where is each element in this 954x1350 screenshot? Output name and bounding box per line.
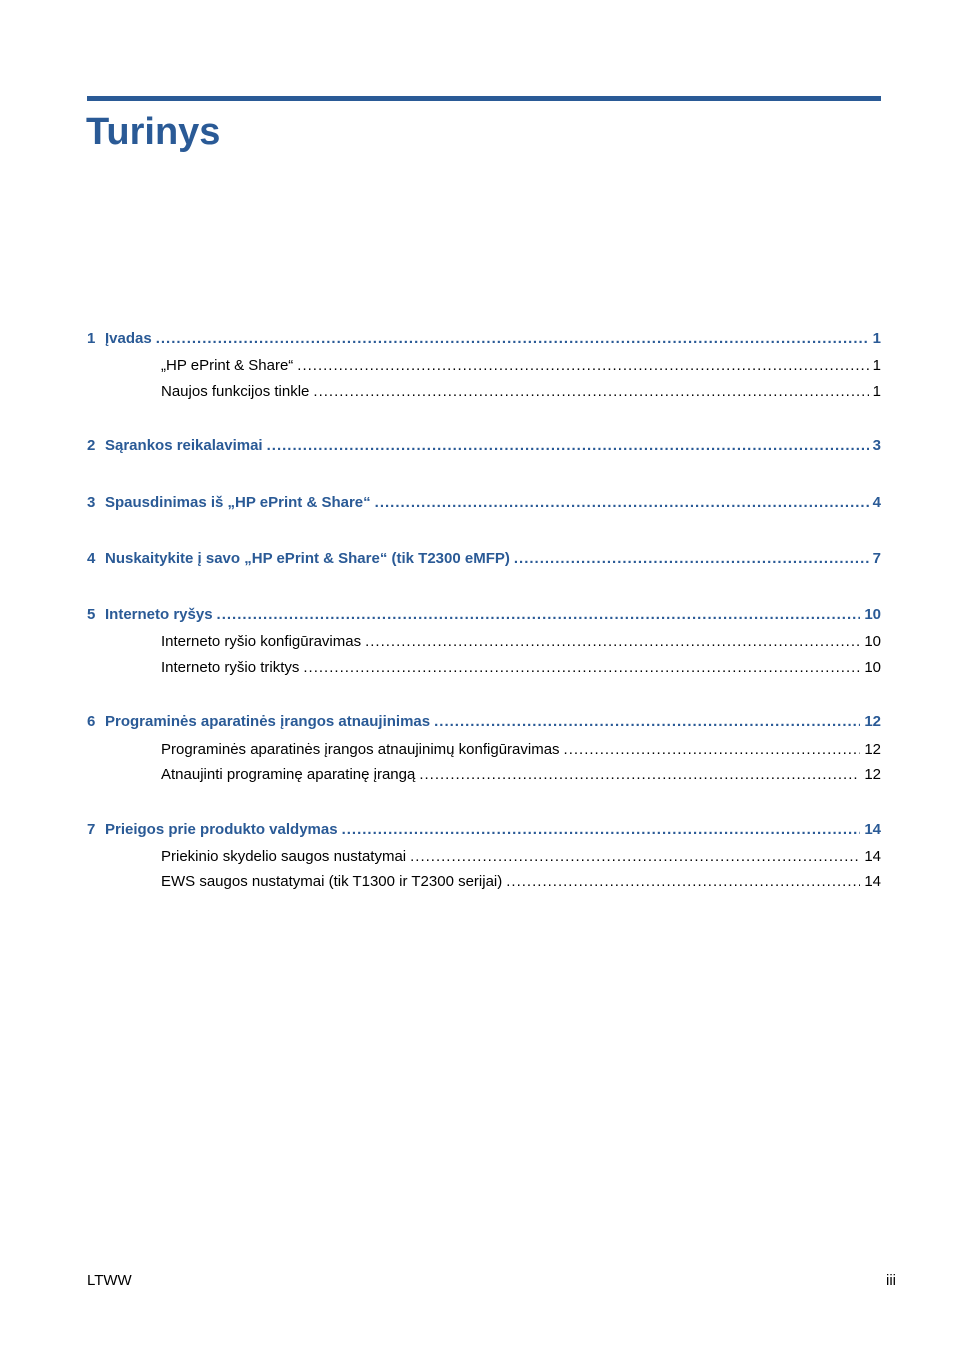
chapter-number: 4 [87, 550, 96, 567]
dot-leader [514, 549, 869, 569]
dot-leader [342, 820, 861, 840]
toc-entry-label: Programinės aparatinės įrangos atnaujinimų konfigūravimas [161, 741, 560, 758]
toc-entry-label: Interneto ryšio konfigūravimas [161, 633, 362, 650]
toc-entry-label: Įvadas [105, 330, 152, 347]
toc-section-link[interactable] [161, 765, 881, 785]
toc-entry-label: Interneto ryšys [105, 606, 213, 623]
toc-page-number: 14 [864, 848, 881, 865]
toc-page-number: 12 [864, 741, 881, 758]
toc-entry-label: Atnaujinti programinę aparatinę įrangą [161, 766, 416, 783]
toc-section-link[interactable] [161, 740, 881, 760]
toc-chapter-link[interactable] [87, 549, 881, 569]
dot-leader [365, 632, 860, 652]
toc-page-number: 12 [864, 766, 881, 783]
dot-leader [303, 658, 860, 678]
toc-page-number: 1 [872, 357, 881, 374]
chapter-number: 7 [87, 821, 96, 838]
toc-entry-label: Prieigos prie produkto valdymas [105, 821, 338, 838]
dot-leader [410, 847, 860, 867]
toc-section-link[interactable] [161, 356, 881, 376]
chapter-number: 6 [87, 713, 96, 730]
chapter-number: 3 [87, 494, 96, 511]
toc-section-link[interactable] [161, 632, 881, 652]
page-title: Turinys [86, 111, 221, 153]
dot-leader [217, 605, 861, 625]
toc-entry-label: „HP ePrint & Share“ [161, 357, 294, 374]
toc-page-number: 3 [872, 437, 881, 454]
toc-page-number: 10 [864, 659, 881, 676]
footer-left: LTWW [87, 1272, 132, 1289]
dot-leader [297, 356, 868, 376]
toc-chapter-link[interactable] [87, 436, 881, 456]
toc-section-link[interactable] [161, 382, 881, 402]
dot-leader [313, 382, 868, 402]
toc-entry-label: Programinės aparatinės įrangos atnaujinimas [105, 713, 431, 730]
dot-leader [564, 740, 861, 760]
toc-entry-label: EWS saugos nustatymai (tik T1300 ir T2300 serijai) [161, 873, 503, 890]
toc-page-number: 7 [872, 550, 881, 567]
dot-leader [375, 493, 869, 513]
toc-chapter-link[interactable] [87, 605, 881, 625]
toc-page-number: 12 [864, 713, 881, 730]
toc-entry-label: Sąrankos reikalavimai [105, 437, 263, 454]
footer-page-number: iii [886, 1272, 896, 1289]
dot-leader [267, 436, 869, 456]
toc-page-number: 1 [872, 383, 881, 400]
toc-entry-label: Nuskaitykite į savo „HP ePrint & Share“ (tik T2300 eMFP) [105, 550, 510, 567]
chapter-number: 2 [87, 437, 96, 454]
toc-section-link[interactable] [161, 872, 881, 892]
toc-section-link[interactable] [161, 847, 881, 867]
toc-chapter-link[interactable] [87, 712, 881, 732]
toc-page-number: 14 [864, 873, 881, 890]
toc-section-link[interactable] [161, 658, 881, 678]
dot-leader [419, 765, 860, 785]
chapter-number: 1 [87, 330, 96, 347]
toc-entry-label: Priekinio skydelio saugos nustatymai [161, 848, 407, 865]
chapter-number: 5 [87, 606, 96, 623]
toc-entry-label: Spausdinimas iš „HP ePrint & Share“ [105, 494, 371, 511]
toc-chapter-link[interactable] [87, 493, 881, 513]
dot-leader [156, 329, 869, 349]
toc-chapter-link[interactable] [87, 820, 881, 840]
toc-page-number: 10 [864, 606, 881, 623]
header-rule [87, 96, 881, 101]
toc-page-number: 14 [864, 821, 881, 838]
toc-page-number: 10 [864, 633, 881, 650]
dot-leader [506, 872, 860, 892]
toc-page-number: 4 [872, 494, 881, 511]
toc-entry-label: Interneto ryšio triktys [161, 659, 300, 676]
toc-entry-label: Naujos funkcijos tinkle [161, 383, 310, 400]
toc-chapter-link[interactable] [87, 329, 881, 349]
dot-leader [434, 712, 860, 732]
toc-page-number: 1 [872, 330, 881, 347]
